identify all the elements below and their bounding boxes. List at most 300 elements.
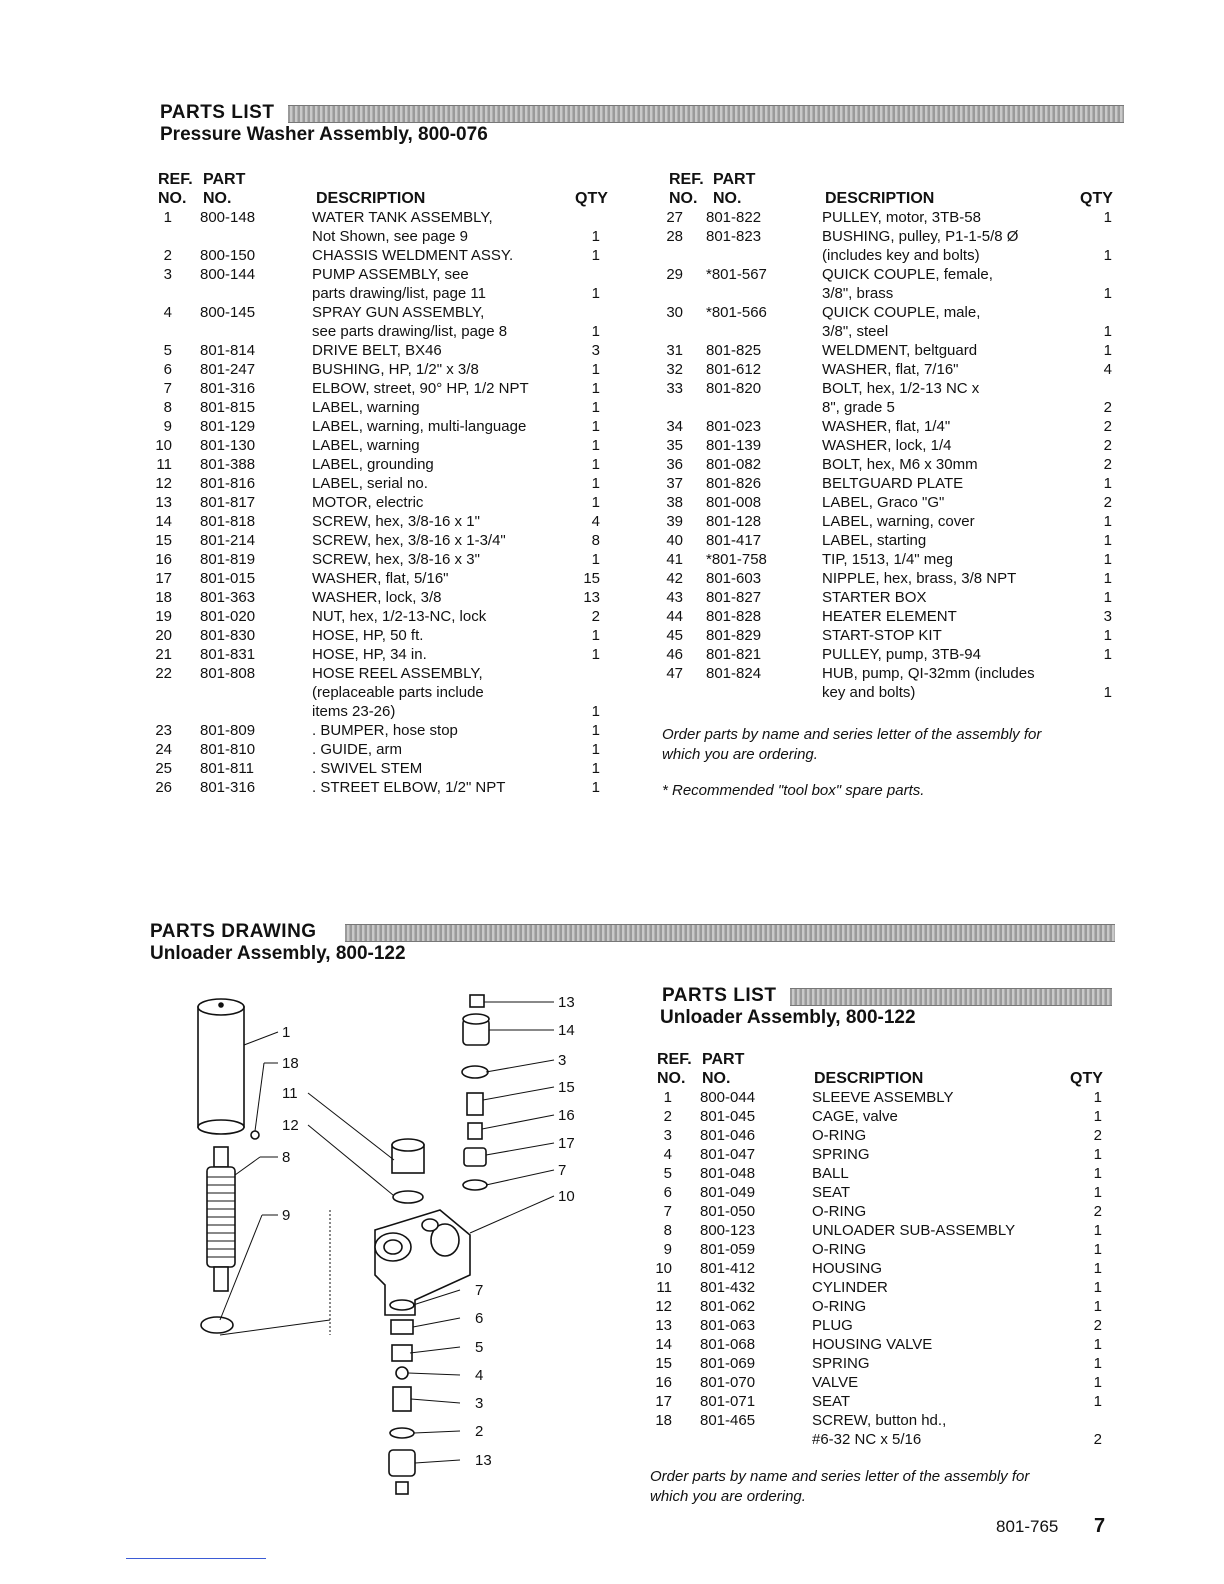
table-row [652,1221,1112,1240]
o-ring-part [393,1191,423,1203]
table-row [150,512,620,531]
callout-label: 1 [282,1024,291,1041]
callout-label: 2 [475,1423,484,1440]
callout-label: 8 [282,1149,291,1166]
table-row [652,1392,1112,1411]
cell-part: 801-822 [706,209,762,226]
cell-qty: 1 [591,323,600,340]
cell-desc: PUMP ASSEMBLY, see [312,266,469,283]
cell-ref: 4 [163,304,172,321]
table-row [652,1164,1112,1183]
cell-desc: O-RING [812,1298,867,1315]
unloader-exploded-drawing [180,985,600,1510]
cell-desc: SPRING [812,1146,870,1163]
cell-desc: LABEL, starting [822,532,927,549]
cell-qty: 1 [1103,684,1112,701]
table-row [662,360,1122,379]
cell-qty: 13 [583,589,600,606]
cell-qty: 1 [591,285,600,302]
cell-desc: LABEL, warning [312,399,420,416]
cell-qty: 1 [1103,570,1112,587]
cell-qty: 1 [591,380,600,397]
table-row [150,341,620,360]
table-row [150,398,620,417]
cell-ref: 17 [655,1393,672,1410]
valve-stack-bottom [389,1300,415,1494]
cell-desc: CHASSIS WELDMENT ASSY. [312,247,514,264]
callout-label: 15 [558,1079,575,1096]
table-row [662,626,1122,645]
cell-qty: 1 [591,703,600,720]
cell-desc: (includes key and bolts) [822,247,980,264]
cell-part: 801-129 [200,418,256,435]
cell-qty: 2 [1103,399,1112,416]
table-row [652,1316,1112,1335]
header-ref: REF. [669,171,704,188]
table-row [662,493,1122,512]
cell-qty: 1 [591,247,600,264]
cell-qty: 1 [1103,551,1112,568]
cell-ref: 11 [156,456,172,473]
cell-qty: 2 [1093,1127,1102,1144]
cell-qty: 2 [591,608,600,625]
table-row [150,322,620,341]
cell-qty: 15 [583,570,600,587]
cell-part: 800-148 [200,209,256,226]
table-row [652,1183,1112,1202]
cell-part: 801-818 [200,513,256,530]
cell-qty: 1 [591,418,600,435]
header-description: DESCRIPTION [814,1070,924,1087]
cell-part: 801-417 [706,532,762,549]
cell-desc: O-RING [812,1127,867,1144]
cell-qty: 1 [1093,1089,1102,1106]
cell-qty: 1 [1093,1108,1102,1125]
valve-stack-top [462,995,489,1190]
cell-part: 801-050 [700,1203,756,1220]
header-ref-no: NO. [158,190,187,207]
unloader-parts-list [652,1050,1112,1449]
callout-label: 13 [558,994,575,1011]
cell-desc: QUICK COUPLE, male, [822,304,981,321]
table-row [662,284,1122,303]
table-row [662,208,1122,227]
header-qty: QTY [575,190,608,207]
table-row [150,721,620,740]
cell-part: 801-214 [200,532,256,549]
cell-part: 801-816 [200,475,256,492]
cell-desc: BOLT, hex, 1/2-13 NC x [822,380,980,397]
unloader-order-note [650,1467,1029,1507]
table-row [662,474,1122,493]
cell-part: *801-758 [706,551,767,568]
header-description: DESCRIPTION [316,190,426,207]
cell-desc: SEAT [812,1393,851,1410]
table-row [150,759,620,778]
cell-ref: 27 [666,209,683,226]
cell-part: *801-566 [706,304,767,321]
cell-qty: 1 [591,627,600,644]
table-row [662,341,1122,360]
cell-desc: WASHER, flat, 7/16" [822,361,959,378]
table-row [150,455,620,474]
cell-part: *801-567 [706,266,767,283]
cell-ref: 40 [666,532,683,549]
table-row [662,322,1122,341]
cell-desc: . SWIVEL STEM [312,760,423,777]
cell-ref: 32 [666,361,683,378]
cell-desc: PLUG [812,1317,853,1334]
cell-ref: 45 [666,627,683,644]
cell-part: 800-145 [200,304,256,321]
cell-desc: DRIVE BELT, BX46 [312,342,442,359]
cell-desc: items 23-26) [312,703,396,720]
recommended-note: * Recommended "tool box" spare parts. [662,782,925,799]
cell-qty: 4 [1103,361,1112,378]
cell-part: 801-015 [200,570,256,587]
callout-label: 17 [558,1135,575,1152]
cell-qty: 1 [1103,532,1112,549]
cell-desc: BELTGUARD PLATE [822,475,964,492]
cell-desc: 3/8", brass [822,285,894,302]
table-row [662,265,1122,284]
cell-ref: 15 [155,532,172,549]
table-row [662,569,1122,588]
rows-container [150,208,620,797]
cell-part: 801-020 [200,608,256,625]
cell-ref: 12 [655,1298,672,1315]
parts-list-subheading: Pressure Washer Assembly, 800-076 [160,124,488,145]
cell-part: 801-819 [200,551,256,568]
cell-part: 801-820 [706,380,762,397]
cell-part: 801-062 [700,1298,756,1315]
cell-desc: HEATER ELEMENT [822,608,957,625]
cell-part: 801-465 [700,1412,756,1429]
table-row [150,664,620,683]
header-qty: QTY [1070,1070,1103,1087]
cell-qty: 1 [1093,1298,1102,1315]
cell-ref: 18 [655,1412,672,1429]
table-row [150,550,620,569]
cell-part: 801-612 [706,361,762,378]
parts-drawing-subheading: Unloader Assembly, 800-122 [150,943,406,964]
table-row [662,550,1122,569]
cell-ref: 38 [666,494,683,511]
cell-part: 801-823 [706,228,762,245]
cell-desc: WASHER, lock, 3/8 [312,589,442,606]
cell-ref: 44 [666,608,683,625]
callout-label: 10 [558,1188,575,1205]
cell-ref: 11 [656,1279,672,1296]
cell-part: 801-130 [200,437,256,454]
table-row [150,645,620,664]
header-part: PART [713,171,756,188]
cell-desc: see parts drawing/list, page 8 [312,323,508,340]
cell-ref: 19 [155,608,172,625]
header-ref: REF. [158,171,193,188]
cell-ref: 25 [155,760,172,777]
document-code: 801-765 [996,1517,1059,1536]
cell-desc: SCREW, hex, 3/8-16 x 3" [312,551,480,568]
cell-part: 801-827 [706,589,762,606]
cell-ref: 1 [163,209,172,226]
column-headers [662,170,1122,208]
cell-qty: 2 [1093,1203,1102,1220]
cell-part: 801-047 [700,1146,756,1163]
cell-part: 801-825 [706,342,762,359]
cell-part: 801-824 [706,665,762,682]
cell-ref: 10 [655,1260,672,1277]
cell-desc: BOLT, hex, M6 x 30mm [822,456,978,473]
cell-ref: 7 [663,1203,672,1220]
rows-container [662,208,1122,702]
callout-label: 4 [475,1367,484,1384]
cell-qty: 1 [591,646,600,663]
cell-part: 801-809 [200,722,256,739]
table-row [652,1297,1112,1316]
table-row [662,303,1122,322]
cell-part: 801-810 [200,741,256,758]
cell-qty: 1 [591,475,600,492]
cell-part: 801-830 [200,627,256,644]
cell-ref: 8 [163,399,172,416]
cell-desc: UNLOADER SUB-ASSEMBLY [812,1222,1016,1239]
cell-ref: 12 [155,475,172,492]
cell-part: 801-128 [706,513,762,530]
header-ref-no: NO. [669,190,698,207]
cell-desc: HUB, pump, QI-32mm (includes [822,665,1035,682]
cell-qty: 1 [591,399,600,416]
cell-ref: 23 [155,722,172,739]
cell-part: 801-828 [706,608,762,625]
cell-ref: 18 [155,589,172,606]
callout-label: 11 [282,1085,298,1102]
cell-desc: MOTOR, electric [312,494,424,511]
cell-desc: HOUSING VALVE [812,1336,933,1353]
table-row [150,246,620,265]
cell-qty: 1 [591,779,600,796]
cell-qty: 2 [1103,418,1112,435]
table-row [652,1107,1112,1126]
table-row [150,360,620,379]
table-row [150,265,620,284]
cell-qty: 2 [1103,456,1112,473]
cell-ref: 28 [666,228,683,245]
cell-qty: 1 [1103,285,1112,302]
table-row [150,778,620,797]
callout-label: 7 [558,1162,567,1179]
order-note-line-1: Order parts by name and series letter of the assembly for [662,726,1042,743]
cell-qty: 2 [1103,494,1112,511]
cell-ref: 31 [666,342,683,359]
cell-qty: 1 [1093,1165,1102,1182]
cell-desc: key and bolts) [822,684,916,701]
cell-ref: 4 [663,1146,672,1163]
cell-desc: HOSE REEL ASSEMBLY, [312,665,483,682]
cell-qty: 1 [591,228,600,245]
cell-ref: 39 [666,513,683,530]
page-number: 7 [1094,1515,1106,1537]
cell-desc: 8", grade 5 [822,399,895,416]
cell-ref: 14 [655,1336,672,1353]
cell-ref: 2 [663,1108,672,1125]
cell-ref: 10 [155,437,172,454]
cell-qty: 4 [591,513,600,530]
parts-list-heading: PARTS LIST [160,102,275,123]
cell-ref: 9 [663,1241,672,1258]
cell-part: 801-388 [200,456,256,473]
cell-ref: 14 [155,513,172,530]
rows-container [652,1088,1112,1449]
header-description: DESCRIPTION [825,190,935,207]
table-row [652,1145,1112,1164]
cell-part: 801-603 [706,570,762,587]
cell-ref: 36 [666,456,683,473]
o-ring-part [201,1317,233,1333]
table-row [652,1430,1112,1449]
callout-label: 12 [282,1117,299,1134]
heading-shade-bar [345,924,1115,942]
cell-ref: 47 [666,665,683,682]
table-row [662,436,1122,455]
table-row [150,379,620,398]
cell-part: 801-316 [200,779,256,796]
cell-part: 801-821 [706,646,762,663]
cell-ref: 24 [155,741,172,758]
cell-ref: 16 [155,551,172,568]
cell-desc: SPRAY GUN ASSEMBLY, [312,304,485,321]
table-row [652,1202,1112,1221]
cell-qty: 1 [1103,475,1112,492]
table-row [652,1335,1112,1354]
cell-part: 801-808 [200,665,256,682]
column-headers [150,170,620,208]
cell-qty: 1 [591,361,600,378]
cell-ref: 9 [163,418,172,435]
cell-part: 801-826 [706,475,762,492]
table-row [662,227,1122,246]
cell-qty: 1 [1103,209,1112,226]
parts-drawing-heading: PARTS DRAWING [150,921,317,942]
cell-part: 801-059 [700,1241,756,1258]
cell-qty: 1 [591,494,600,511]
cell-qty: 1 [1103,323,1112,340]
cell-ref: 26 [155,779,172,796]
header-part: PART [203,171,246,188]
cell-qty: 1 [1093,1184,1102,1201]
table-row [150,569,620,588]
cell-desc: LABEL, warning, multi-language [312,418,527,435]
cell-desc: WATER TANK ASSEMBLY, [312,209,493,226]
header-part-no: NO. [203,190,232,207]
table-row [662,531,1122,550]
cell-qty: 1 [1093,1241,1102,1258]
cell-part: 801-814 [200,342,256,359]
cell-qty: 1 [591,760,600,777]
cell-desc: STARTER BOX [822,589,927,606]
cell-qty: 1 [1093,1279,1102,1296]
table-row [652,1373,1112,1392]
cell-part: 800-044 [700,1089,756,1106]
cell-desc: parts drawing/list, page 11 [312,285,486,302]
cell-part: 801-811 [200,760,254,777]
cell-part: 801-023 [706,418,762,435]
cell-desc: SPRING [812,1355,870,1372]
cell-part: 800-144 [200,266,256,283]
callout-label: 6 [475,1310,484,1327]
table-row [150,607,620,626]
cell-desc: PULLEY, pump, 3TB-94 [822,646,981,663]
cell-qty: 1 [1103,589,1112,606]
cell-qty: 1 [1103,646,1112,663]
cell-part: 801-008 [706,494,762,511]
table-row [150,303,620,322]
cell-qty: 1 [591,437,600,454]
cell-desc: SCREW, button hd., [812,1412,947,1429]
cell-desc: SCREW, hex, 3/8-16 x 1" [312,513,480,530]
callout-label: 14 [558,1022,575,1039]
order-note [662,725,1041,765]
cell-desc: TIP, 1513, 1/4" meg [822,551,953,568]
cell-ref: 8 [663,1222,672,1239]
cell-desc: SLEEVE ASSEMBLY [812,1089,954,1106]
cell-desc: NUT, hex, 1/2-13-NC, lock [312,608,487,625]
cell-desc: WELDMENT, beltguard [822,342,978,359]
callout-label: 16 [558,1107,575,1124]
cell-ref: 13 [155,494,172,511]
cell-desc: #6-32 NC x 5/16 [812,1431,922,1448]
cell-desc: LABEL, warning, cover [822,513,975,530]
cell-qty: 1 [1093,1393,1102,1410]
table-row [662,607,1122,626]
housing-part [375,1210,470,1315]
cell-part: 801-363 [200,589,256,606]
cell-part: 801-069 [700,1355,756,1372]
cell-part: 801-815 [200,399,256,416]
table-row [150,626,620,645]
cell-desc: SEAT [812,1184,851,1201]
cell-ref: 20 [155,627,172,644]
table-row [662,246,1122,265]
cell-qty: 1 [1093,1222,1102,1239]
header-part-no: NO. [702,1070,731,1087]
cell-ref: 2 [163,247,172,264]
cell-desc: PULLEY, motor, 3TB-58 [822,209,981,226]
cell-desc: . GUIDE, arm [312,741,403,758]
parts-list-right [662,170,1122,702]
footer-rule [126,1558,266,1559]
cell-ref: 6 [663,1184,672,1201]
table-row [652,1088,1112,1107]
header-qty: QTY [1080,190,1113,207]
unloader-parts-list-heading: PARTS LIST [662,985,777,1006]
table-row [150,493,620,512]
cell-desc: . BUMPER, hose stop [312,722,458,739]
cell-qty: 1 [1103,342,1112,359]
cell-ref: 6 [163,361,172,378]
table-row [150,740,620,759]
cell-ref: 43 [666,589,683,606]
cell-ref: 37 [666,475,683,492]
table-row [662,512,1122,531]
table-row [150,208,620,227]
callout-label: 13 [475,1452,492,1469]
cell-part: 801-068 [700,1336,756,1353]
callout-label: 9 [282,1207,291,1224]
cell-desc: O-RING [812,1241,867,1258]
cell-ref: 33 [666,380,683,397]
cell-desc: WASHER, flat, 5/16" [312,570,449,587]
